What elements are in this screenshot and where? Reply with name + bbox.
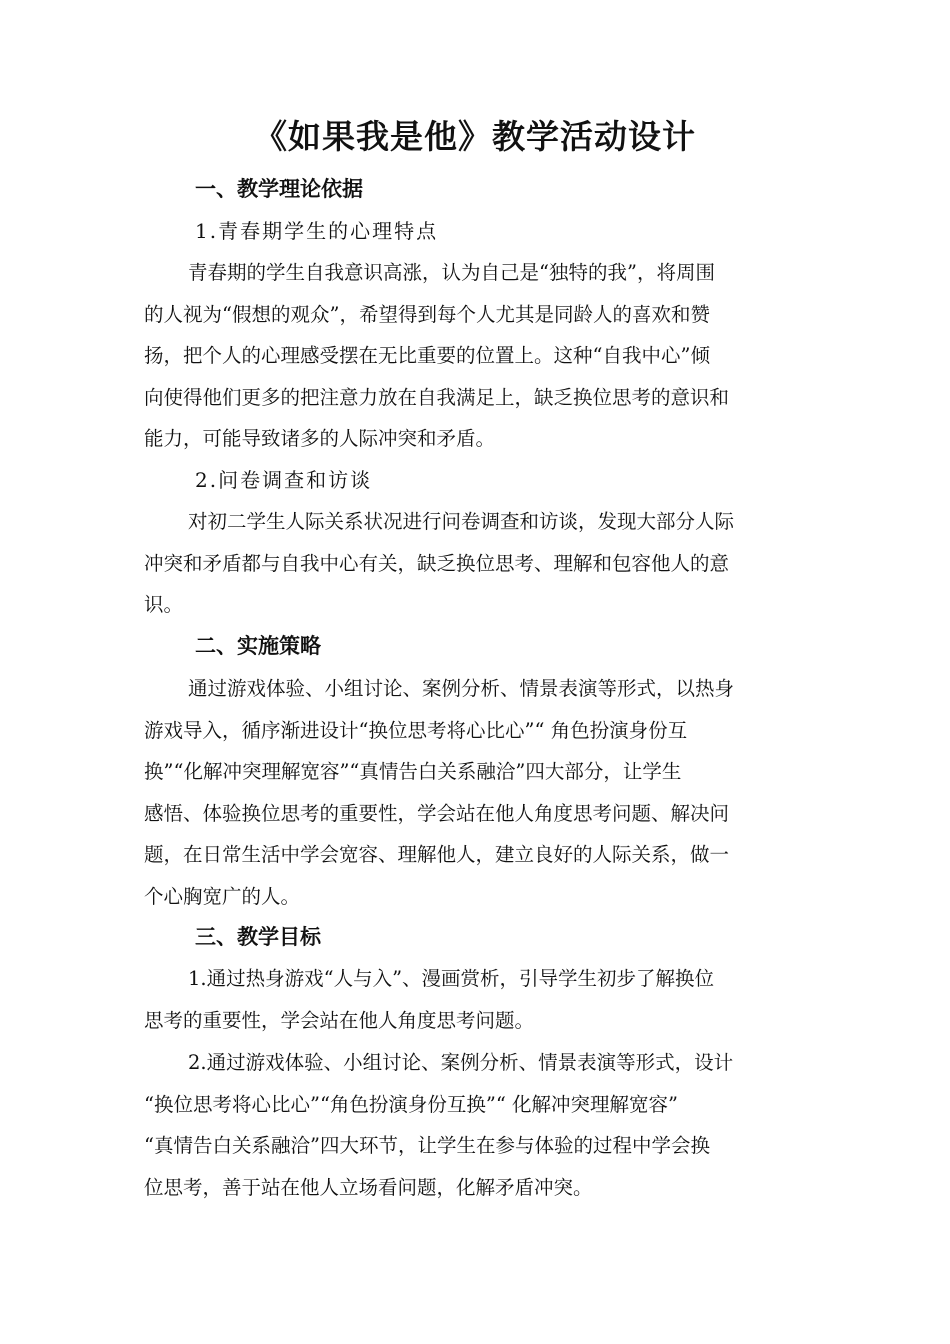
paragraph-strategy [144, 668, 808, 917]
paragraph-line: 个心胸宽广的人。 [144, 884, 301, 908]
paragraph-line: 向使得他们更多的把注意力放在自我满足上，缺乏换位思考的意识和 [144, 385, 730, 409]
paragraph-line: 2.通过游戏体验、小组讨论、案例分析、情景表演等形式，设计 [188, 1051, 734, 1074]
paragraph-line: 冲突和矛盾都与自我中心有关，缺乏换位思考、理解和包容他人的意 [144, 551, 730, 575]
paragraph-line: 能力，可能导致诸多的人际冲突和矛盾。 [144, 427, 496, 450]
paragraph-line: 通过游戏体验、小组讨论、案例分析、情景表演等形式，以热身 [188, 677, 735, 700]
paragraph-psychology [144, 252, 808, 460]
paragraph-line: “真情告白关系融洽”四大环节，让学生在参与体验的过程中学会换 [144, 1134, 710, 1157]
section-heading-objectives: 三、教学目标 [195, 925, 321, 949]
paragraph-line: 换”“化解冲突理解宽容”“真情告白关系融洽”四大部分，让学生 [144, 760, 682, 783]
paragraph-line: 扬，把个人的心理感受摆在无比重要的位置上。这种“自我中心”倾 [144, 344, 710, 367]
paragraph-line: 游戏导入，循序渐进设计“换位思考将心比心”“ 角色扮演身份互 [144, 718, 688, 742]
subsection-heading-survey: 2.问卷调查和访谈 [195, 468, 373, 492]
paragraph-line: 感悟、体验换位思考的重要性，学会站在他人角度思考问题、解决问 [144, 801, 730, 825]
paragraph-line: “换位思考将心比心”“角色扮演身份互换”“ 化解冲突理解宽容” [144, 1092, 679, 1116]
paragraph-line: 对初二学生人际关系状况进行问卷调查和访谈，发现大部分人际 [188, 510, 735, 533]
paragraph-line: 题，在日常生活中学会宽容、理解他人，建立良好的人际关系，做一 [144, 843, 730, 866]
paragraph-survey [144, 501, 808, 626]
paragraph-line: 的人视为“假想的观众”，希望得到每个人尤其是同龄人的喜欢和赞 [144, 302, 710, 326]
objective-item-2 [144, 1042, 808, 1208]
paragraph-line: 识。 [144, 593, 184, 616]
section-heading-theory: 一、教学理论依据 [195, 177, 363, 201]
paragraph-line: 青春期的学生自我意识高涨，认为自己是“独特的我”，将周围 [188, 261, 715, 284]
paragraph-line: 1.通过热身游戏“人与入”、漫画赏析，引导学生初步了解换位 [188, 967, 715, 990]
section-heading-strategy: 二、实施策略 [195, 634, 321, 658]
document-title: 《如果我是他》教学活动设计 [254, 117, 696, 156]
paragraph-line: 位思考，善于站在他人立场看问题，化解矛盾冲突。 [144, 1175, 593, 1199]
subsection-heading-psychology: 1.青春期学生的心理特点 [195, 219, 439, 243]
paragraph-line: 思考的重要性，学会站在他人角度思考问题。 [144, 1008, 535, 1032]
objective-item-1 [144, 958, 808, 1041]
